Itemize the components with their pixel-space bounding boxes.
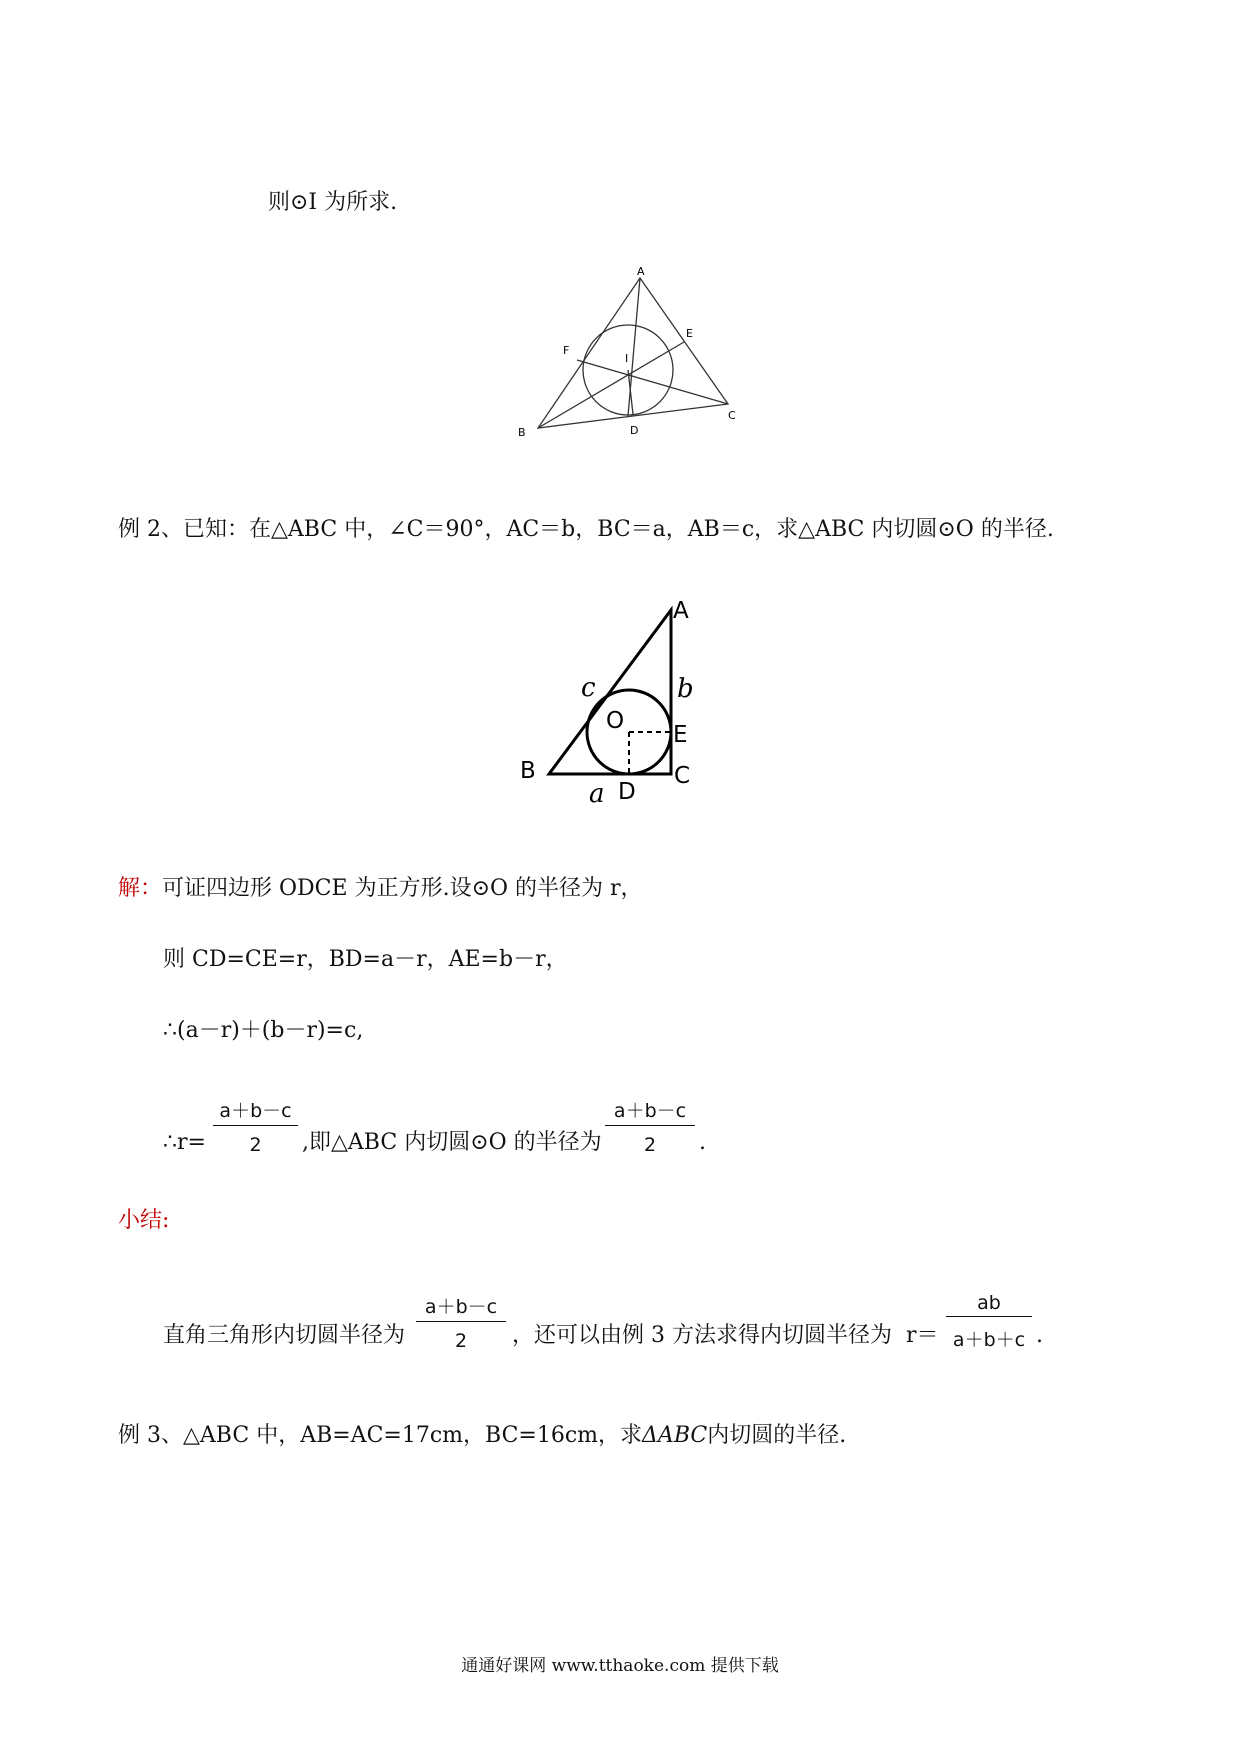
label-e: E <box>686 327 693 340</box>
summary-label: 小结: <box>118 1208 170 1233</box>
fraction-denominator: a＋b＋c <box>952 1329 1026 1351</box>
solution-line-4-end: . <box>699 1130 706 1155</box>
label-c: C <box>674 763 691 789</box>
example-3-text-1: 例 3、△ABC 中，AB=AC=17cm，BC=16cm，求 <box>118 1423 643 1448</box>
label-a: A <box>673 598 689 624</box>
fraction-numerator: a＋b－c <box>213 1096 298 1126</box>
fraction-denominator: 2 <box>454 1330 468 1352</box>
solution-text-1: 可证四边形 ODCE 为正方形.设⊙O 的半径为 r， <box>162 876 643 901</box>
right-triangle <box>549 610 671 774</box>
right-triangle-incircle-figure <box>515 596 705 811</box>
summary-end: . <box>1036 1323 1043 1348</box>
example-3-text-2: 内切圆的半径. <box>707 1423 847 1448</box>
side-label-c: c <box>581 673 596 703</box>
side-label-a: a <box>589 779 605 809</box>
example-3-math: ΔABC <box>642 1423 708 1448</box>
example-2-statement: 例 2、已知：在△ABC 中，∠C＝90°，AC＝b，BC＝a，AB＝c，求△ABC 内切圆⊙O 的半径. <box>118 517 1054 542</box>
side-label-b: b <box>677 674 694 704</box>
label-o: O <box>606 708 625 734</box>
solution-fraction-1 <box>213 1096 298 1156</box>
summary-fraction-1 <box>416 1292 506 1352</box>
label-e: E <box>673 722 688 748</box>
fraction-numerator: ab <box>946 1292 1032 1317</box>
label-d: D <box>630 424 639 437</box>
conclusion-line: 则⊙I 为所求. <box>268 190 398 215</box>
incircle-construction-figure <box>500 262 750 452</box>
solution-line-4-prefix: ∴r= <box>163 1130 206 1155</box>
label-b: B <box>518 426 526 439</box>
summary-r-equals: r＝ <box>906 1323 939 1348</box>
solution-line-1 <box>118 876 643 902</box>
solution-fraction-2 <box>605 1096 695 1156</box>
summary-fraction-2 <box>946 1292 1032 1352</box>
label-a: A <box>637 265 645 278</box>
label-c: C <box>728 409 736 422</box>
page-footer: 通通好课网 www.tthaoke.com 提供下载 <box>461 1656 779 1676</box>
fraction-denominator: 2 <box>643 1134 657 1156</box>
label-f: F <box>563 344 570 357</box>
summary-mid: ，还可以由例 3 方法求得内切圆半径为 <box>512 1323 892 1348</box>
fraction-numerator: a＋b－c <box>605 1096 695 1126</box>
label-i: I <box>625 352 629 365</box>
solution-label: 解： <box>118 876 163 901</box>
summary-prefix: 直角三角形内切圆半径为 <box>163 1323 406 1348</box>
fraction-numerator: a＋b－c <box>416 1292 506 1322</box>
solution-line-3: ∴(a－r)＋(b－r)=c, <box>163 1018 364 1043</box>
solution-line-2: 则 CD=CE=r，BD=a－r，AE=b－r， <box>163 947 568 972</box>
example-3-statement <box>118 1423 846 1449</box>
label-b: B <box>520 758 536 784</box>
solution-line-4-mid: ,即△ABC 内切圆⊙O 的半径为 <box>302 1130 602 1155</box>
label-d: D <box>618 779 636 805</box>
fraction-denominator: 2 <box>249 1134 262 1156</box>
bisector-c <box>577 360 728 404</box>
bisector-a <box>628 278 640 416</box>
